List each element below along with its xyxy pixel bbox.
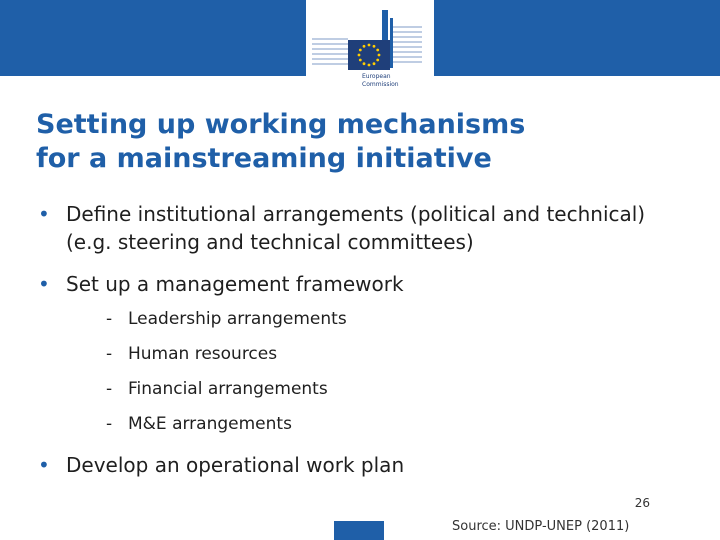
bullet-item [36,451,696,479]
slide-title-line1: Setting up working mechanisms [36,109,526,140]
bullet-text: Define institutional arrangements (political and technical) (e.g. steering and technical committees) [66,202,646,254]
logo-text-line1: European [362,73,391,80]
bullet-item [36,200,696,256]
sub-bullet-item: - M&E arrangements [66,413,696,435]
slide-title-line2: for a mainstreaming initiative [36,143,492,174]
logo-text [362,73,422,89]
sub-bullet-list [66,308,696,435]
sub-bullet-item: - Financial arrangements [66,378,696,400]
logo-text-line2: Commission [362,81,399,88]
sub-bullet-item: - Human resources [66,343,696,365]
source-note: Source: UNDP-UNEP (2011) [452,519,630,534]
bullet-item [36,270,696,435]
slide-title [36,108,686,176]
european-commission-logo [306,0,434,100]
page-number: 26 [634,496,650,510]
sub-bullet-item: - Leadership arrangements [66,308,696,330]
bullet-text: Develop an operational work plan [66,453,405,477]
footer-flag-strip [334,521,384,540]
bullet-text: Set up a management framework [66,272,404,296]
bullet-list [36,200,696,479]
